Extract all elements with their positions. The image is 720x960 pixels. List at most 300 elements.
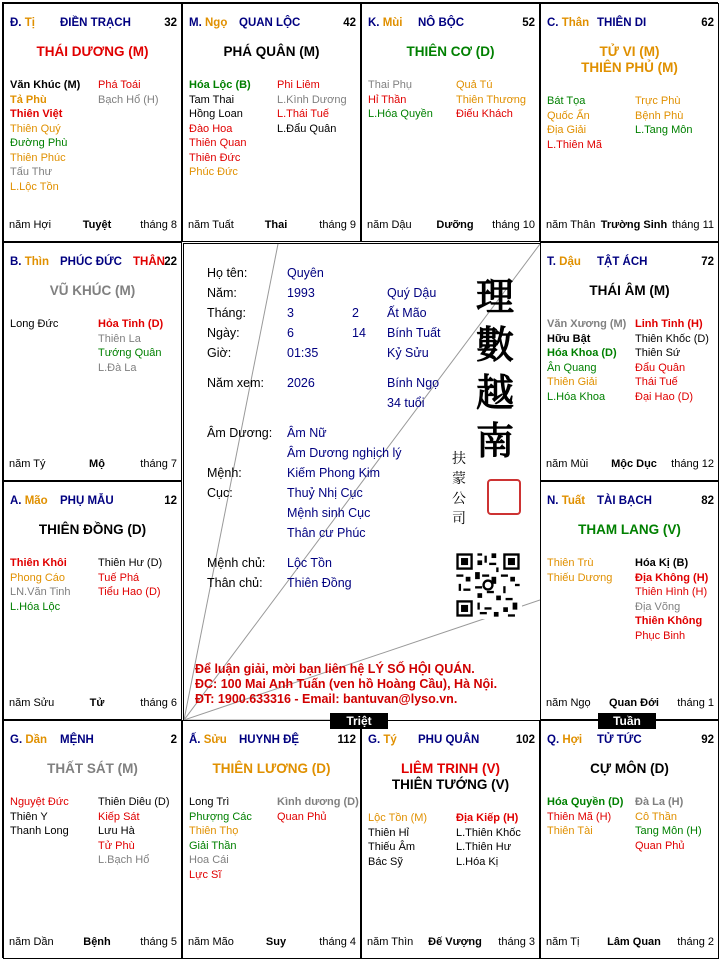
minor-star: L.Lộc Tồn (10, 180, 59, 193)
minor-star: Thiên Thọ (189, 825, 239, 837)
seal-small-text: 扶 蒙 公 司 (452, 451, 466, 527)
palace-name: THIÊN DI (597, 17, 647, 29)
minor-star: Thiên Giải (547, 376, 598, 388)
palace-age-number: 22 (164, 256, 177, 268)
palace-location: G. Tý (368, 734, 397, 746)
palace-footer (546, 458, 714, 472)
main-stars (183, 44, 360, 60)
left-stars (547, 94, 602, 152)
red-stamp-icon (487, 479, 521, 515)
palace-year: năm Thân (546, 219, 596, 231)
palace-stage: Lâm Quan (607, 936, 661, 948)
label-ho-ten: Họ tên: (207, 266, 248, 280)
main-star: THIÊN CƠ (D) (406, 44, 495, 59)
right-stars (98, 317, 163, 375)
main-star: THIÊN LƯƠNG (D) (212, 761, 331, 776)
value-gio-can: Kỷ Sửu (387, 346, 429, 360)
minor-star: Tam Thai (189, 93, 235, 106)
palace-header (10, 17, 177, 31)
palace-age-number: 12 (164, 495, 177, 507)
palace-age-number: 32 (164, 17, 177, 29)
minor-star: Hóa Lộc (B) (189, 79, 251, 91)
main-stars (4, 761, 181, 777)
palace-header (10, 734, 177, 748)
palace-name: NÔ BỘC (418, 17, 464, 29)
value-cuc: Thuỷ Nhị Cục (287, 486, 363, 500)
palace-name: PHU QUÂN (418, 734, 480, 746)
minor-star: Thiên Đức (189, 151, 241, 164)
value-ho-ten: Quyên (287, 266, 324, 280)
right-stars (635, 556, 708, 643)
minor-star: L.Thiên Hư (456, 841, 512, 853)
minor-star: Lộc Tồn (M) (368, 812, 428, 824)
palace-stage: Thai (264, 219, 288, 231)
label-cuc: Cục: (207, 486, 233, 500)
palace-stage: Dưỡng (436, 219, 474, 231)
palace-name: TỬ TỨC (597, 734, 642, 746)
minor-star: Thiên Trù (547, 557, 594, 569)
minor-star: L.Hóa Quyền (368, 108, 433, 120)
left-stars (10, 795, 69, 839)
main-stars (541, 283, 718, 299)
right-stars (277, 795, 359, 824)
palace-month: tháng 9 (319, 219, 356, 231)
triet-marker: Triệt (330, 713, 388, 729)
value-ngay-am: 14 (352, 326, 366, 340)
minor-star: Linh Tinh (H) (635, 318, 703, 330)
minor-star: Thiên Không (635, 615, 703, 627)
palace-year: năm Tý (9, 458, 46, 470)
palace-location: C. Thân (547, 17, 590, 29)
minor-star: Tiểu Hao (D) (98, 586, 161, 598)
value-am-duong: Âm Nữ (287, 426, 327, 440)
right-stars (98, 556, 162, 600)
palace-header (547, 734, 714, 748)
minor-star: Long Đức (10, 318, 59, 330)
minor-star: Hữu Bật (547, 332, 591, 345)
palace-location: N. Tuất (547, 495, 586, 507)
palace-mui[interactable] (361, 3, 540, 242)
palace-stage: Mộc Dục (611, 458, 657, 470)
palace-year: năm Tuất (188, 219, 234, 231)
main-stars (362, 44, 539, 60)
palace-name: PHÚC ĐỨC (60, 256, 122, 268)
palace-header (10, 495, 177, 509)
minor-star: Thiên Khôi (10, 557, 67, 569)
main-star: THIÊN PHỦ (M) (581, 60, 678, 75)
seal-char-4: 南 (475, 418, 514, 463)
horoscope-board (2, 2, 718, 958)
palace-footer (367, 219, 535, 233)
palace-tuat[interactable] (540, 481, 719, 720)
palace-location: Đ. Tị (10, 17, 35, 29)
palace-thin[interactable] (3, 242, 182, 481)
main-stars (4, 44, 181, 60)
palace-location: T. Dậu (547, 256, 581, 268)
minor-star: Hoa Cái (189, 854, 229, 866)
palace-month: tháng 2 (677, 936, 714, 948)
palace-name: MỆNH (60, 734, 94, 746)
value-thang-can: Ất Mão (387, 306, 427, 320)
palace-year: năm Tị (546, 936, 580, 948)
minor-star: Quan Phủ (635, 839, 685, 852)
minor-star: Địa Kiếp (H) (456, 812, 519, 824)
label-ngay: Ngày: (207, 326, 240, 340)
palace-suu[interactable] (182, 720, 361, 959)
minor-star: Phá Toái (98, 79, 141, 91)
value-menh: Kiếm Phong Kim (287, 466, 381, 480)
left-stars (10, 78, 80, 194)
minor-star: Điếu Khách (456, 108, 513, 120)
palace-than[interactable] (540, 3, 719, 242)
palace-age-number: 72 (701, 256, 714, 268)
palace-header (547, 495, 714, 509)
palace-month: tháng 6 (140, 697, 177, 709)
minor-star: L.Thiên Mã (547, 138, 603, 151)
palace-stage: Quan Đới (609, 697, 659, 709)
palace-stage: Tuyệt (82, 219, 112, 231)
minor-star: L.Hóa Khoa (547, 390, 606, 403)
contact-info (195, 662, 497, 707)
seal-char-2: 數 (475, 322, 514, 367)
value-ngay-can: Bính Tuất (387, 326, 441, 340)
main-star: THÁI ÂM (M) (589, 283, 670, 298)
main-star: THIÊN ĐỒNG (D) (38, 522, 147, 537)
palace-age-number: 102 (515, 734, 535, 746)
minor-star: Phi Liêm (277, 79, 320, 91)
minor-star: Lưu Hà (98, 825, 135, 837)
palace-year: năm Mùi (546, 458, 589, 470)
palace-location: A. Mão (10, 495, 48, 507)
palace-stage: Suy (265, 936, 287, 948)
minor-star: Hóa Khoa (D) (547, 347, 617, 359)
palace-age-number: 42 (343, 17, 356, 29)
minor-star: Thiên Việt (10, 108, 63, 120)
tuan-marker: Tuần (598, 713, 656, 729)
minor-star: Kình dương (D) (277, 796, 359, 808)
minor-star: Lực Sĩ (189, 868, 222, 881)
minor-star: Bạch Hổ (H) (98, 93, 159, 106)
minor-star: Bệnh Phù (635, 109, 684, 122)
palace-footer (9, 458, 177, 472)
minor-star: Tang Môn (H) (635, 825, 702, 837)
palace-year: năm Mão (188, 936, 234, 948)
minor-star: Thiếu Dương (547, 571, 613, 584)
value-ngay: 6 (287, 326, 294, 340)
label-gio: Giờ: (207, 346, 232, 360)
minor-star: Đào Hoa (189, 122, 233, 135)
palace-age-number: 52 (522, 17, 535, 29)
palace-location: B. Thìn (10, 256, 49, 268)
minor-star: L.Hóa Lộc (10, 600, 61, 613)
minor-star: L.Thiên Khốc (456, 826, 521, 839)
seal-char-3: 越 (475, 370, 514, 415)
contact-line-1: Để luận giải, mời bạn liên hệ LÝ SỐ HỘI QUÁN. (195, 662, 475, 676)
value-nam: 1993 (287, 286, 315, 300)
value-nam-xem: 2026 (287, 376, 315, 390)
palace-age-number: 92 (701, 734, 714, 746)
palace-month: tháng 4 (319, 936, 356, 948)
minor-star: L.Hóa Kị (456, 855, 499, 868)
minor-star: LN.Văn Tinh (10, 586, 71, 598)
minor-star: Phong Cáo (10, 571, 66, 584)
contact-line-2: ĐC: 100 Mai Anh Tuấn (ven hồ Hoàng Cầu), Hà Nội. (195, 677, 498, 691)
label-than-chu: Thân chủ: (207, 576, 263, 590)
minor-star: Trực Phù (635, 95, 681, 107)
label-nam-xem: Năm xem: (207, 376, 264, 390)
palace-dan[interactable] (3, 720, 182, 959)
main-stars (183, 761, 360, 777)
value-am-duong-2: Âm Dương nghịch lý (287, 446, 402, 460)
minor-star: Thiên Tài (547, 825, 593, 837)
palace-month: tháng 3 (498, 936, 535, 948)
palace-year: năm Dậu (367, 219, 412, 231)
palace-header (547, 17, 714, 31)
palace-dau[interactable] (540, 242, 719, 481)
minor-star: Thiên Khốc (D) (635, 332, 709, 345)
minor-star: Địa Giải (547, 124, 587, 136)
palace-name: ĐIỀN TRẠCH (60, 17, 131, 29)
minor-star: Thiên Phúc (10, 151, 66, 164)
left-stars (547, 317, 626, 404)
minor-star: Thiên Diêu (D) (98, 796, 170, 808)
palace-footer (367, 936, 535, 950)
minor-star: Đại Hao (D) (635, 390, 694, 403)
label-menh: Mệnh: (207, 466, 242, 480)
main-stars (541, 44, 718, 76)
palace-ngo[interactable] (182, 3, 361, 242)
right-stars (277, 78, 347, 136)
left-stars (547, 556, 612, 585)
right-stars (456, 811, 521, 869)
palace-month: tháng 7 (140, 458, 177, 470)
minor-star: Thanh Long (10, 825, 69, 837)
minor-star: Văn Khúc (M) (10, 79, 81, 91)
value-thang-am: 2 (352, 306, 359, 320)
palace-age-number: 112 (337, 734, 356, 746)
right-stars (635, 94, 692, 138)
palace-stage: Bệnh (83, 936, 111, 948)
left-stars (368, 78, 433, 122)
contact-line-3: ĐT: 1900.633316 - Email: bantuvan@lyso.vn. (195, 692, 458, 706)
minor-star: L.Đẩu Quân (277, 122, 337, 135)
palace-location: Q. Hợi (547, 734, 583, 746)
main-stars (4, 283, 181, 299)
palace-month: tháng 10 (492, 219, 535, 231)
palace-location: G. Dần (10, 734, 48, 746)
minor-star: Hóa Quyền (D) (547, 796, 624, 808)
label-am-duong: Âm Dương: (207, 426, 273, 440)
minor-star: Thiên Y (10, 810, 48, 823)
main-star: THÁI DƯƠNG (M) (36, 44, 149, 59)
minor-star: L.Kình Dương (277, 93, 347, 106)
palace-month: tháng 11 (671, 219, 714, 231)
palace-footer (546, 219, 714, 233)
main-star: THIÊN TƯỚNG (V) (391, 777, 510, 792)
minor-star: Địa Không (H) (635, 571, 709, 584)
qr-code-icon[interactable] (454, 551, 522, 619)
left-stars (10, 317, 58, 332)
palace-name: HUYNH ĐỆ (239, 734, 300, 746)
palace-name: PHỤ MẪU (60, 495, 114, 507)
palace-name: TẬT ÁCH (597, 256, 648, 268)
minor-star: Thiên Thương (456, 93, 527, 106)
palace-name: QUAN LỘC (239, 17, 301, 29)
minor-star: Long Trì (189, 796, 230, 808)
palace-month: tháng 1 (677, 697, 714, 709)
left-stars (189, 795, 252, 882)
palace-stage: Đế Vượng (428, 936, 482, 948)
minor-star: Kiếp Sát (98, 810, 140, 823)
calligraphy-seal (465, 273, 525, 465)
minor-star: Tuế Phá (98, 571, 140, 584)
palace-footer (188, 936, 356, 950)
left-stars (368, 811, 427, 869)
minor-star: Hóa Kị (B) (635, 557, 689, 569)
minor-star: Quốc Ấn (547, 109, 590, 122)
minor-star: Tấu Thư (10, 166, 53, 178)
minor-star: Cô Thần (635, 810, 677, 823)
main-star: THẤT SÁT (M) (47, 761, 138, 776)
minor-star: Tả Phù (10, 93, 47, 106)
palace-hoi[interactable] (540, 720, 719, 959)
value-thang: 3 (287, 306, 294, 320)
minor-star: Phúc Đức (189, 166, 238, 178)
palace-ty[interactable] (361, 720, 540, 959)
palace-month: tháng 12 (671, 458, 714, 470)
palace-location: K. Mùi (368, 17, 403, 29)
label-nam: Năm: (207, 286, 237, 300)
main-star: VŨ KHÚC (M) (49, 283, 136, 298)
minor-star: Bát Tọa (547, 95, 586, 107)
minor-star: Giải Thần (189, 839, 237, 852)
palace-year: năm Sửu (9, 697, 55, 709)
value-than-chu: Thiên Đồng (287, 576, 352, 590)
main-star: PHÁ QUÂN (M) (223, 44, 320, 59)
value-menh-chu: Lộc Tồn (287, 556, 332, 570)
minor-star: L.Đà La (98, 361, 137, 374)
minor-star: Thiên Sứ (635, 347, 681, 359)
minor-star: Thiên Quan (189, 137, 247, 149)
seal-char-1: 理 (475, 274, 514, 319)
minor-star: Thiên Quý (10, 122, 61, 135)
main-stars (541, 761, 718, 777)
palace-year: năm Dần (9, 936, 54, 948)
minor-star: Ân Quang (547, 361, 597, 374)
value-nam-can: Quý Dậu (387, 286, 437, 300)
right-stars (456, 78, 526, 122)
value-cuc-2: Mệnh sinh Cục (287, 506, 371, 520)
minor-star: L.Tang Môn (635, 124, 693, 136)
minor-star: Hồng Loan (189, 108, 243, 120)
minor-star: Bác Sỹ (368, 855, 403, 868)
value-cuc-3: Thân cư Phúc (287, 526, 366, 540)
main-star: LIÊM TRINH (V) (401, 761, 500, 776)
palace-month: tháng 8 (140, 219, 177, 231)
palace-footer (546, 936, 714, 950)
label-thang: Tháng: (207, 306, 246, 320)
label-menh-chu: Mệnh chủ: (207, 556, 266, 570)
palace-footer (188, 219, 356, 233)
palace-age-number: 62 (701, 17, 714, 29)
main-stars (4, 522, 181, 538)
palace-month: tháng 5 (140, 936, 177, 948)
minor-star: Phượng Các (189, 810, 252, 823)
left-stars (10, 556, 71, 614)
minor-star: Tướng Quân (98, 347, 162, 359)
palace-location: Ấ. Sửu (189, 734, 227, 746)
palace-age-number: 2 (170, 734, 177, 746)
minor-star: Thai Phụ (368, 79, 413, 91)
minor-star: Quả Tú (456, 79, 493, 91)
palace-footer (9, 219, 177, 233)
palace-year: năm Thìn (367, 936, 414, 948)
minor-star: Hỉ Thần (368, 93, 407, 106)
palace-stage: Mộ (89, 458, 105, 470)
minor-star: Nguyệt Đức (10, 796, 69, 808)
minor-star: Đẩu Quân (635, 361, 686, 374)
left-stars (547, 795, 623, 839)
minor-star: Thiên Mã (H) (547, 810, 612, 823)
main-stars (362, 761, 539, 793)
main-star: TỬ VI (M) (599, 44, 660, 59)
minor-star: Phục Binh (635, 629, 686, 642)
right-stars (98, 795, 170, 868)
value-tuoi: 34 tuổi (387, 396, 425, 410)
palace-stage: Trường Sinh (600, 219, 668, 231)
palace-footer (9, 936, 177, 950)
minor-star: Quan Phủ (277, 810, 327, 823)
palace-header (547, 256, 714, 270)
palace-year: năm Hợi (9, 219, 52, 231)
minor-star: Đà La (H) (635, 796, 684, 808)
minor-star: Đường Phù (10, 137, 68, 149)
palace-header (189, 17, 356, 31)
right-stars (635, 795, 702, 853)
minor-star: Thiên Hư (D) (98, 557, 163, 569)
palace-location: M. Ngọ (189, 17, 228, 29)
palace-header (10, 256, 177, 270)
value-gio: 01:35 (287, 346, 319, 360)
palace-footer (9, 697, 177, 711)
minor-star: Hỏa Tinh (D) (98, 318, 164, 330)
minor-star: Thái Tuế (635, 376, 678, 388)
main-stars (541, 522, 718, 538)
minor-star: Thiên Hình (H) (635, 586, 708, 598)
palace-age-number: 82 (701, 495, 714, 507)
palace-name: TÀI BẠCH (597, 495, 652, 507)
palace-mao[interactable] (3, 481, 182, 720)
minor-star: Địa Võng (635, 600, 681, 613)
palace-header (368, 734, 535, 748)
than-marker: THÂN (133, 256, 165, 268)
minor-star: Tử Phù (98, 839, 135, 852)
palace-year: năm Ngọ (546, 697, 591, 709)
main-star: THAM LANG (V) (578, 522, 681, 537)
value-nam-xem-can: Bính Ngọ (387, 376, 440, 390)
main-star: CỰ MÔN (D) (590, 761, 669, 776)
palace-ti[interactable] (3, 3, 182, 242)
minor-star: Thiếu Âm (368, 841, 416, 853)
right-stars (98, 78, 159, 107)
palace-header (368, 17, 535, 31)
right-stars (635, 317, 709, 404)
minor-star: Thiên Hỉ (368, 826, 409, 839)
minor-star: L.Thái Tuế (277, 108, 329, 120)
palace-footer (546, 697, 714, 711)
minor-star: Văn Xương (M) (547, 318, 627, 330)
minor-star: Thiên La (98, 332, 141, 345)
